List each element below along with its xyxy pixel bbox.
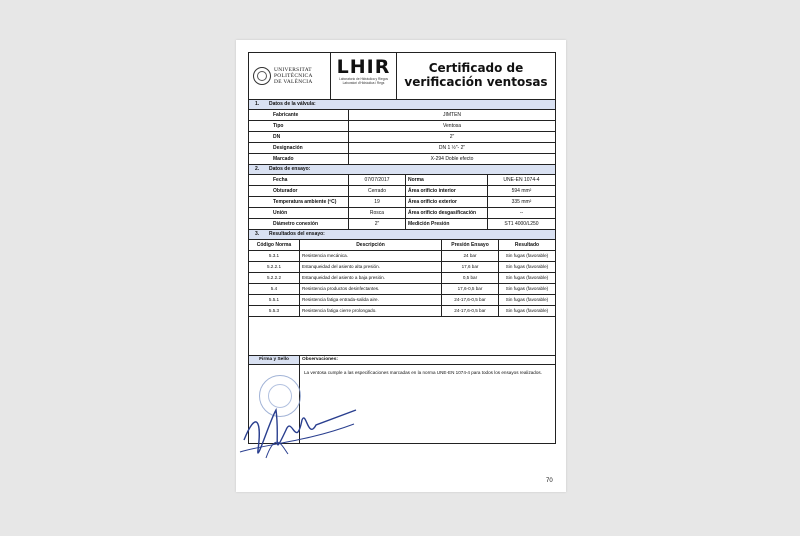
result-outcome: Sin fugas (favorable) [505,264,549,269]
test-data-row [249,175,555,186]
test-data-value: 2" [349,219,406,229]
test-data-label: Fecha [249,175,349,185]
section-1-header [249,100,555,110]
results-row [249,273,555,284]
valve-data-value: 2" [449,134,455,140]
results-table [249,251,555,317]
lhir-logo [331,53,397,99]
section-1-number: 1. [255,101,260,107]
valve-data-label: Designación [249,143,349,153]
section-3-title: Resultados del ensayo: [269,231,325,237]
result-code: 5.3.1 [249,251,300,261]
section-3-header [249,230,555,240]
result-description: Resistencia mecánica. [300,251,442,261]
results-col-result: Resultado [514,242,540,248]
valve-data-row [249,132,555,143]
valve-data-value: JIMTEN [442,112,462,118]
results-row [249,306,555,317]
test-data-value-2: -- [519,210,524,216]
result-pressure: 17,6-0,5 bar [442,284,499,294]
result-pressure: 17,6 bar [442,262,499,272]
test-data-label-2: Medición Presión [406,219,488,229]
valve-data-value: DN 1 ½"- 2" [438,145,466,151]
result-code: 5.2.2.1 [249,262,300,272]
results-row [249,295,555,306]
section-2-number: 2. [255,166,260,172]
test-data-label: Unión [249,208,349,218]
valve-data-label: Tipo [249,121,349,131]
result-pressure: 24 bar [442,251,499,261]
result-outcome: Sin fugas (favorable) [505,286,549,291]
test-data-label-2: Norma [406,175,488,185]
test-data-value: 19 [349,197,406,207]
result-description: Resistencia fatiga entrada-salida aire. [300,295,442,305]
valve-data-row [249,143,555,154]
title-line-2: verificación ventosas [404,75,548,89]
test-data-row [249,208,555,219]
observaciones-label: Observaciones: [302,357,338,362]
upv-seal-icon [253,67,271,85]
results-col-description: Descripción [300,240,442,250]
observations-header [249,356,555,365]
test-data-label-2: Área orificio exterior [406,197,488,207]
upv-logo [249,53,331,99]
page-number: 70 [546,478,553,484]
result-pressure: 0,5 bar [442,273,499,283]
valve-data-label: DN [249,132,349,142]
test-data-label-2: Área orificio interior [406,186,488,196]
section-2-header [249,165,555,175]
certificate-header [249,53,555,100]
lhir-sub-1: Laboratorio de Hidráulica y Riegos [339,77,388,81]
test-data-row [249,186,555,197]
result-description: Resistencia fatiga cierre prolongado. [300,306,442,316]
result-description: Resistencia productos desinfectantes. [300,284,442,294]
result-description: Estanqueidad del asiento a baja presión. [300,273,442,283]
lhir-sub-2: Laboratori d'Hidràulica i Regs [342,81,385,85]
results-row [249,262,555,273]
results-col-pressure: Presión Ensayo [442,240,499,250]
title-line-1: Certificado de [428,61,524,75]
test-data-label-2: Área orificio desgasificación [406,208,488,218]
test-data-value: Rosca [349,208,406,218]
result-outcome: Sin fugas (favorable) [505,297,549,302]
section-2-title: Datos de ensayo: [269,166,311,172]
test-data-value-2: ST1 4000/L250 [504,221,539,227]
result-outcome: Sin fugas (favorable) [505,308,549,313]
firma-label: Firma y Sello [249,356,300,364]
test-data-value: Cerrado [349,186,406,196]
valve-data-row [249,110,555,121]
test-data-label: Temperatura ambiente (ºC) [249,197,349,207]
results-row [249,251,555,262]
results-col-code: Código Norma [249,240,300,250]
section-1-title: Datos de la válvula: [269,101,316,107]
test-data-value-2: 335 mm² [511,199,532,205]
valve-data-row [249,121,555,132]
test-data-label: Diámetro conexión [249,219,349,229]
result-pressure: 24-17,6-0,5 bar [442,295,499,305]
test-data-table [249,175,555,230]
lhir-logo-text: LHIR [336,56,391,78]
upv-line-2: POLITÈCNICA [274,73,313,79]
results-blank-area [249,317,555,356]
upv-line-1: UNIVERSITAT [274,67,312,73]
handwritten-signature [236,380,366,470]
upv-line-3: DE VALÈNCIA [274,79,313,85]
valve-data-row [249,154,555,165]
observations-text: La ventosa cumple a las especificaciones marcadas en la norma UNE-EN 1074-4 para todos los ensayos realizados. [304,370,542,375]
result-outcome: Sin fugas (favorable) [505,275,549,280]
results-row [249,284,555,295]
test-data-value: 07/07/2017 [349,175,406,185]
section-3-number: 3. [255,231,260,237]
valve-data-label: Marcado [249,154,349,164]
valve-data-table [249,110,555,165]
test-data-label: Obturador [249,186,349,196]
result-code: 5.5.1 [249,295,300,305]
valve-data-value: X-294 Doble efecto [430,156,474,162]
valve-data-value: Ventosa [442,123,462,129]
result-outcome: Sin fugas (favorable) [505,253,549,258]
result-code: 5.5.3 [249,306,300,316]
result-pressure: 24-17,6-0,5 bar [442,306,499,316]
test-data-row [249,197,555,208]
result-code: 5.4 [249,284,300,294]
result-code: 5.2.2.2 [249,273,300,283]
test-data-row [249,219,555,230]
test-data-value-2: UNE-EN 1074-4 [503,177,540,183]
result-description: Estanqueidad del asiento alta presión. [300,262,442,272]
test-data-value-2: 594 mm² [511,188,532,194]
valve-data-label: Fabricante [249,110,349,120]
results-header-row [249,240,555,251]
certificate-page [236,40,566,492]
document-title [397,53,555,99]
